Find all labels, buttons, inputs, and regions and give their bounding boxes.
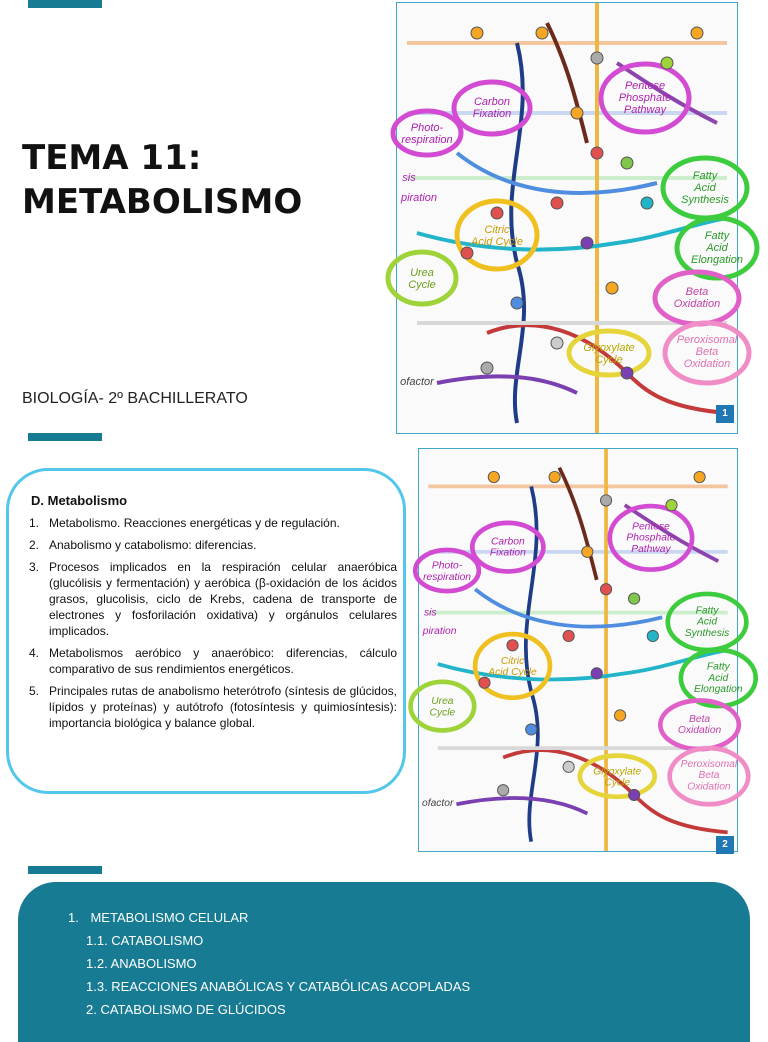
toc-item-text: 1.1. CATABOLISMO — [86, 933, 204, 948]
photorespiration-label-l2: respiration — [423, 571, 472, 583]
carbon-fixation-label-l2: Fixation — [489, 547, 526, 559]
title-line-1: TEMA 11: — [22, 138, 202, 178]
beta-oxidation-label-l1: Beta — [685, 286, 709, 298]
photorespiration-label-l2: respiration — [401, 134, 453, 146]
fatty-acid-elongation-label-l2: Acid — [708, 672, 729, 684]
citric-acid-cycle-label-l2: Acid Cycle — [471, 236, 523, 248]
peroxisomal-beta-oxidation-label-l2: Beta — [695, 346, 719, 358]
fatty-acid-elongation-label-l3: Elongation — [694, 684, 743, 696]
mid-accent-bar — [28, 433, 102, 441]
syllabus-item-text: Metabolismo. Reacciones energéticas y de regulación. — [49, 516, 340, 530]
fatty-acid-synthesis-label-l2: Acid — [697, 616, 718, 628]
toc-item-text: 2. CATABOLISMO DE GLÚCIDOS — [86, 1002, 286, 1017]
syllabus-item-number: 4. — [29, 646, 40, 660]
pentose-label-l3: Pathway — [631, 543, 671, 555]
beta-oxidation-label-l1: Beta — [689, 713, 711, 725]
fatty-acid-elongation-label-l3: Elongation — [691, 254, 743, 266]
syllabus-item — [29, 537, 397, 553]
map-background — [428, 449, 727, 851]
toc-item[interactable] — [68, 929, 470, 952]
glyoxylate-cycle-label-l2: Cycle — [604, 777, 631, 789]
slide-thumbnail-2[interactable] — [418, 448, 743, 852]
map-edge-label-piration: piration — [400, 192, 438, 204]
fatty-acid-synthesis-label-l1: Fatty — [695, 605, 719, 617]
carbon-fixation-label-l2: Fixation — [472, 108, 512, 120]
toc-item-text: 1.3. REACCIONES ANABÓLICAS Y CATABÓLICAS ACOPLADAS — [86, 979, 471, 994]
fatty-acid-elongation-label-l1: Fatty — [706, 661, 730, 673]
syllabus-item — [29, 515, 397, 531]
syllabus-item-number: 5. — [29, 684, 40, 698]
beta-oxidation-label-l2: Oxidation — [677, 725, 722, 737]
peroxisomal-beta-oxidation-label-l1: Peroxisomal — [676, 334, 738, 346]
carbon-fixation-label-l1: Carbon — [491, 536, 525, 548]
urea-cycle-label-l1: Urea — [410, 267, 434, 279]
carbon-fixation-label-l1: Carbon — [473, 96, 511, 108]
syllabus-item — [29, 559, 397, 639]
page-number-badge-1: 1 — [716, 405, 734, 423]
syllabus-item-text: Anabolismo y catabolismo: diferencias. — [49, 538, 257, 552]
pentose-label-l2: Phosphate — [618, 92, 672, 104]
citric-acid-cycle-label-l2: Acid Cycle — [488, 667, 537, 679]
syllabus-box — [6, 468, 406, 794]
fatty-acid-synthesis-label-l1: Fatty — [692, 170, 718, 182]
syllabus-list — [29, 515, 397, 737]
metabolic-map-2 — [419, 449, 743, 851]
peroxisomal-beta-oxidation-label-l3: Oxidation — [687, 781, 731, 793]
syllabus-item — [29, 683, 397, 731]
syllabus-item-number: 1. — [29, 516, 40, 530]
lower-accent-bar — [28, 866, 102, 874]
page-title — [22, 136, 302, 224]
toc-item[interactable] — [68, 906, 470, 929]
syllabus-item-number: 2. — [29, 538, 40, 552]
beta-oxidation-label-l2: Oxidation — [673, 298, 721, 310]
syllabus-item-text: Metabolismos aeróbico y anaeróbico: diferencias, cálculo comparativo de sus rendimientos energéticos. — [49, 646, 397, 676]
glyoxylate-cycle-label-l1: Glyoxylate — [583, 342, 635, 354]
fatty-acid-elongation-label-l1: Fatty — [704, 230, 730, 242]
map-edge-label-piration: piration — [422, 626, 457, 638]
pentose-label-l1: Pentose — [632, 521, 670, 533]
fatty-acid-elongation-label-l2: Acid — [706, 242, 728, 254]
fatty-acid-synthesis-label-l3: Synthesis — [681, 194, 729, 206]
map-background — [407, 3, 727, 433]
peroxisomal-beta-oxidation-label-l2: Beta — [698, 770, 720, 782]
peroxisomal-beta-oxidation-label-l1: Peroxisomal — [680, 758, 738, 770]
glyoxylate-cycle-label-l1: Glyoxylate — [593, 766, 642, 778]
toc-item-number: 1. — [68, 910, 79, 925]
syllabus-item-text: Procesos implicados en la respiración celular anaeróbica (glucólisis y fermentación) y aeróbica (β-oxidación de los ácidos grasos, glucolisis, ciclo de Krebs, cadena de transporte de electrones y fosforilación oxidativa) y orgánulos celulares implicados. — [49, 560, 397, 638]
map-edge-label-sis: sis — [423, 607, 437, 619]
glyoxylate-cycle-label-l2: Cycle — [595, 354, 623, 366]
toc-item[interactable] — [68, 952, 470, 975]
course-subtitle: BIOLOGÍA- 2º BACHILLERATO — [22, 390, 248, 407]
map-edge-label-sis: sis — [402, 172, 416, 184]
map-edge-label-ofactor: ofactor — [422, 798, 454, 810]
urea-cycle-label-l2: Cycle — [408, 279, 436, 291]
toc-panel — [18, 882, 750, 1042]
pentose-label-l1: Pentose — [624, 80, 666, 92]
citric-acid-cycle-label-l1: Citric — [484, 224, 510, 236]
toc-item[interactable] — [68, 975, 470, 998]
photorespiration-label-l1: Photo- — [431, 560, 463, 572]
title-line-2: METABOLISMO — [22, 182, 303, 222]
toc-list — [68, 906, 470, 1021]
syllabus-item — [29, 645, 397, 677]
urea-cycle-label-l1: Urea — [431, 696, 454, 708]
peroxisomal-beta-oxidation-label-l3: Oxidation — [683, 358, 731, 370]
toc-item[interactable] — [68, 998, 470, 1021]
fatty-acid-synthesis-label-l2: Acid — [694, 182, 716, 194]
map-edge-label-ofactor: ofactor — [400, 376, 434, 388]
metabolic-map-1 — [397, 3, 743, 433]
syllabus-item-text: Principales rutas de anabolismo heterótrofo (síntesis de glúcidos, lípidos y proteínas) y autótrofo (fotosíntesis y quimiosíntesis): importancia biológica y balance global. — [49, 684, 397, 730]
syllabus-item-number: 3. — [29, 560, 40, 574]
fatty-acid-synthesis-label-l3: Synthesis — [684, 627, 730, 639]
top-accent-bar — [28, 0, 102, 8]
citric-acid-cycle-label-l1: Citric — [500, 656, 525, 668]
slide-thumbnail-1[interactable] — [396, 2, 743, 434]
urea-cycle-label-l2: Cycle — [429, 707, 456, 719]
photorespiration-label-l1: Photo- — [410, 122, 444, 134]
toc-item-text: METABOLISMO CELULAR — [90, 910, 249, 925]
page-number-badge-2: 2 — [716, 836, 734, 854]
pentose-label-l2: Phosphate — [626, 532, 676, 544]
toc-item-text: 1.2. ANABOLISMO — [86, 956, 197, 971]
syllabus-heading: D. Metabolismo — [31, 493, 128, 508]
pentose-label-l3: Pathway — [623, 104, 667, 116]
